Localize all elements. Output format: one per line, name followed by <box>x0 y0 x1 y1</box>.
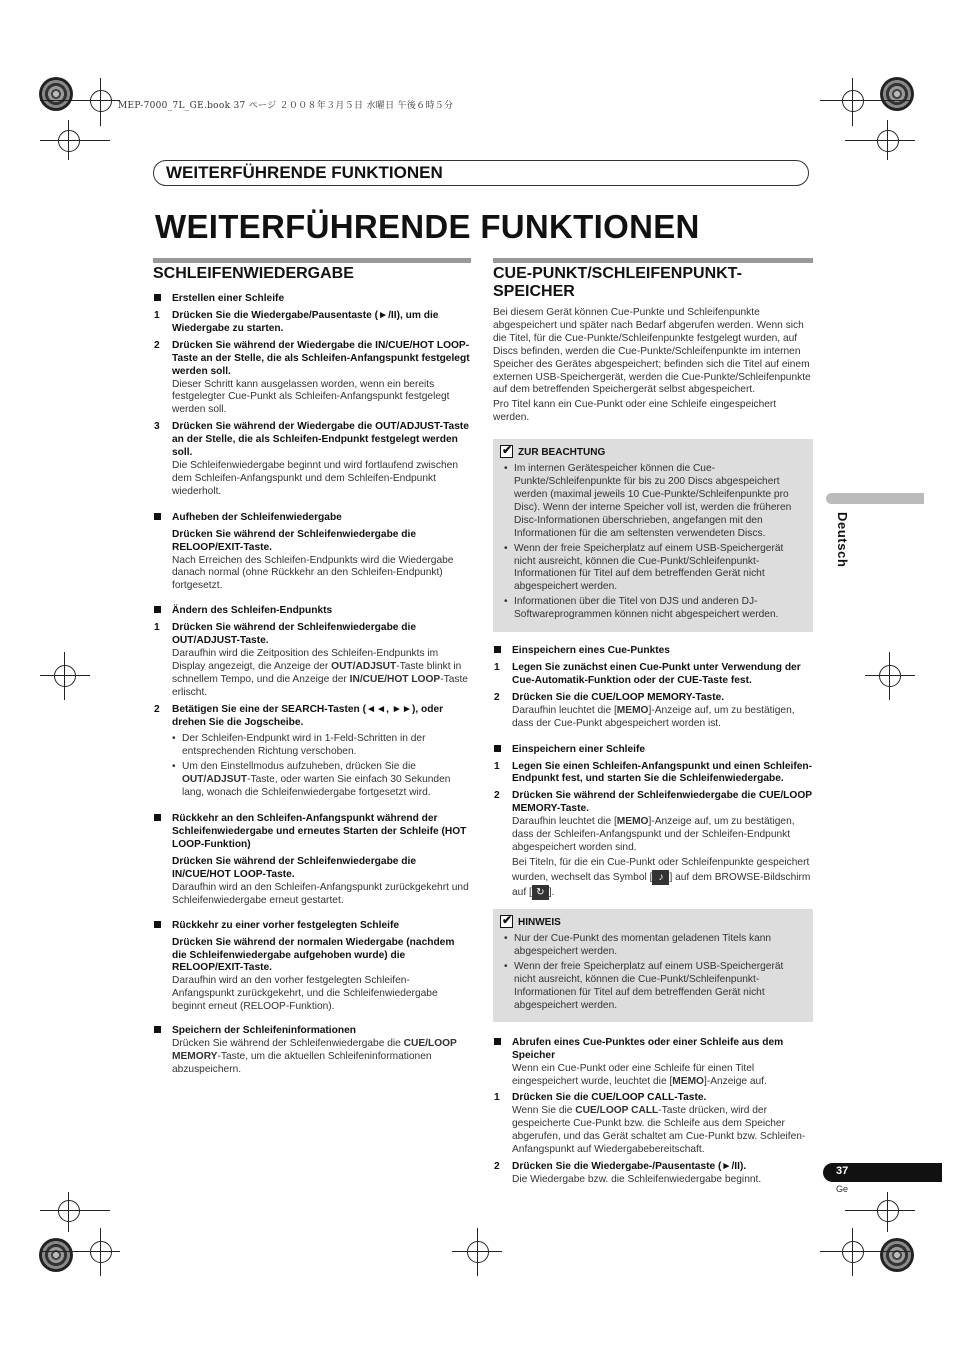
subheading-erstellen: Erstellen einer Schleife <box>153 292 471 305</box>
check-icon <box>500 915 513 928</box>
step-item: 2 Drücken Sie während der Wiedergabe die IN/CUE/HOT LOOP-Taste an der Stelle, die als Schleifen-Anfangspunkt festgelegt werden soll. Dieser Schritt kann ausgelassen worden, wenn ein bereits festgelegter Cue-Punkt als Schleifen-Anfangspunkt festgelegt werden soll. <box>154 339 470 416</box>
print-info-line: MEP-7000_7L_GE.book 37 ページ ２００８年３月５日 水曜日 午後６時５分 <box>118 101 454 111</box>
note-title: HINWEIS <box>518 917 561 928</box>
note-bullet: • Nur der Cue-Punkt des momentan geladenen Titels kann abgespeichert werden. <box>506 933 805 959</box>
bullet-item: • Der Schleifen-Endpunkt wird in 1-Feld-Schritten in der entsprechenden Richtung verschoben. <box>153 733 471 759</box>
note-box-hinweis <box>493 909 813 1022</box>
subheading-einspeichern-schleife: Einspeichern einer Schleife <box>493 743 813 756</box>
bullet-item: • Um den Einstellmodus aufzuheben, drücken Sie die OUT/ADJSUT-Taste, oder warten Sie einfach 30 Sekunden lang, wonach die Schleifenwiedergabe fortgesetzt wird. <box>153 761 471 800</box>
note-bullet: • Informationen über die Titel von DJS und anderen DJ-Softwareprogrammen können nicht abgespeichert werden. <box>506 596 805 622</box>
section-header-label: WEITERFÜHRENDE FUNKTIONEN <box>166 163 443 182</box>
subheading-reloop: Rückkehr zu einer vorher festgelegten Schleife <box>153 919 471 932</box>
cue-memory-icon: ↻ <box>532 885 549 900</box>
left-column <box>153 258 471 1077</box>
step-item: 1 Legen Sie zunächst einen Cue-Punkt unter Verwendung der Cue-Automatik-Funktion oder der CUE-Taste fest. <box>494 662 801 686</box>
note-bullet: • Wenn der freie Speicherplatz auf einem USB-Speichergerät nicht ausreicht, können die Cue-Punkt/Schleifenpunkt-Informationen für Titel auf dem betreffenden Gerät nicht abgespeichert werden. <box>506 543 805 595</box>
step-item: Drücken Sie während der Schleifenwiedergabe die IN/CUE/HOT LOOP-Taste. Daraufhin wird an den Schleifen-Anfangspunkt zurückgekehrt und Schleifenwiedergabe erneut gestartet. <box>172 856 469 906</box>
language-code: Ge <box>836 1184 849 1194</box>
step-item: 2 Betätigen Sie eine der SEARCH-Tasten (◄◄, ►►), oder drehen Sie die Jogscheibe. <box>154 703 444 728</box>
note-box-zur-beachtung <box>493 439 813 632</box>
subheading-speichern: Speichern der Schleifeninformationen <box>153 1024 471 1037</box>
step-item: Drücken Sie während der Schleifenwiedergabe die RELOOP/EXIT-Taste. Nach Erreichen des Schleifen-Endpunkts wird die Wiedergabe danach normal (ohne Rückkehr an den Schleifen-Endpunkt) fortgesetzt. <box>172 528 454 592</box>
subheading-hot-loop: Rückkehr an den Schleifen-Anfangspunkt während der Schleifenwiedergabe und erneutes Starten der Schleife (HOT LOOP-Funktion) <box>153 812 471 851</box>
step-item: 1 Drücken Sie die CUE/LOOP CALL-Taste. Wenn Sie die CUE/LOOP CALL-Taste drücken, wird der gespeicherte Cue-Punkt bzw. die Schleife aus dem Speicher abgerufen, und das Gerät schaltet am Cue-Punkt bzw. Schleifen-Anfangspunkt auf Wiedergabebereitschaft. <box>494 1092 806 1155</box>
step-item: Drücken Sie während der normalen Wiedergabe (nachdem die Schleifenwiedergabe aufgehoben wurde) die RELOOP/EXIT-Taste. Daraufhin wird an den vorher festgelegten Schleifen-Anfangspunkt zurückgekehrt, und die Schleifenwiedergabe beginnt erneut (RELOOP-Funktion). <box>172 936 455 1013</box>
page-title: WEITERFÜHRENDE FUNKTIONEN <box>155 208 700 245</box>
step-item: 2 Drücken Sie die Wiedergabe-/Pausentaste (►/II). Die Wiedergabe bzw. die Schleifenwiedergabe beginnt. <box>494 1160 762 1185</box>
music-note-icon: ♪ <box>652 870 669 885</box>
language-tab-bar <box>826 493 924 504</box>
subheading-aufheben: Aufheben der Schleifenwiedergabe <box>153 511 471 524</box>
step-item: 2 Drücken Sie die CUE/LOOP MEMORY-Taste. Daraufhin leuchtet die [MEMO]-Anzeige auf, um zu bestätigen, dass der Cue-Punkt abgespeichert worden ist. <box>494 691 795 729</box>
subheading-einspeichern-cue: Einspeichern eines Cue-Punktes <box>493 644 813 657</box>
step-item: 1 Drücken Sie während der Schleifenwiedergabe die OUT/ADJUST-Taste. Daraufhin wird die Zeitposition des Schleifen-Endpunkts im Display angezeigt, die Anzeige der OUT/ADJSUT-Taste blinkt in schnellem Tempo, und die Anzeige der IN/CUE/HOT LOOP-Taste erlischt. <box>154 622 468 698</box>
paragraph: Wenn ein Cue-Punkt oder eine Schleife für einen Titel eingespeichert wurde, leuchtet die [MEMO]-Anzeige auf. <box>512 1063 767 1088</box>
paragraph: Drücken Sie während der Schleifenwiedergabe die CUE/LOOP MEMORY-Taste, um die aktuellen Schleifeninformationen abzuspeichern. <box>172 1038 457 1075</box>
page-number-badge <box>823 1163 942 1182</box>
step-item: 1 Legen Sie einen Schleifen-Anfangspunkt und einen Schleifen-Endpunkt fest, und starten Sie die Schleifenwiedergabe. <box>494 760 813 785</box>
intro-paragraph-2: Pro Titel kann ein Cue-Punkt oder eine Schleife eingespeichert werden. <box>493 399 777 424</box>
note-title: ZUR BEACHTUNG <box>518 447 606 459</box>
step-item: 1 Drücken Sie die Wiedergabe/Pausentaste (►/II), um die Wiedergabe zu starten. <box>154 310 439 334</box>
language-tab-label: Deutsch <box>835 512 850 568</box>
heading-cue-speicher: CUE-PUNKT/SCHLEIFENPUNKT-SPEICHER <box>493 258 813 301</box>
step-item: 3 Drücken Sie während der Wiedergabe die OUT/ADJUST-Taste an der Stelle, die als Schleifen-Endpunkt festgelegt werden soll. Die Schleifenwiedergabe beginnt und wird fortlaufend zwischen dem Schleifen-Anfangspunkt und dem Schleifen-Endpunkt wiederholt. <box>154 421 469 497</box>
note-bullet: • Im internen Gerätespeicher können die Cue-Punkte/Schleifenpunkte für bis zu 200 Discs abgespeichert werden (maximal jeweils 10 Cue-Punkte/Schleifenpunkte pro Disc). Wenn der interne Speicher voll ist, werden die früheren Disc-Informationen überschrieben, angefangen mit den Informationen für die am seltensten verwendeten Discs. <box>506 463 805 540</box>
section-header <box>153 160 809 186</box>
intro-paragraph: Bei diesem Gerät können Cue-Punkte und Schleifenpunkte abgespeichert und später nach Bedarf abgerufen werden. Wenn sich die Titel, für die Cue-Punkte/Schleifenpunkte festgelegt wurden, auf Discs befinden, werden die Cue-Punkte/Schleifenpunkte im internen Speicher des Gerätes abgespeichert; befinden sich die Titel auf einem externen USB-Speichergerät, werden die Cue-Punkte/Schleifenpunkte auf dem betreffenden Speichergerät selbst abgespeichert. <box>493 307 811 396</box>
note-bullet: • Wenn der freie Speicherplatz auf einem USB-Speichergerät nicht ausreicht, können die Cue-Punkt/Schleifenpunkt-Informationen für Titel auf dem betreffenden Gerät nicht abgespeichert werden. <box>506 961 805 1013</box>
heading-schleifenwiedergabe: SCHLEIFENWIEDERGABE <box>153 258 471 283</box>
right-column <box>493 258 813 1191</box>
page-number: 37 <box>836 1165 849 1177</box>
subheading-aendern: Ändern des Schleifen-Endpunkts <box>153 604 471 617</box>
subheading-abrufen: Abrufen eines Cue-Punktes oder einer Schleife aus dem Speicher <box>493 1036 813 1062</box>
check-icon <box>500 445 513 458</box>
step-item: 2 Drücken Sie während der Schleifenwiedergabe die CUE/LOOP MEMORY-Taste. Daraufhin leuchtet die [MEMO]-Anzeige auf, um zu bestätigen, dass der Schleifen-Anfangspunkt und der Schleifen-Endpunkt abgespeichert worden sind. Bei Titeln, für die ein Cue-Punkt oder Schleifenpunkte gespeichert wurden, wechselt das Symbol [ ♪ ] auf dem BROWSE-Bildschirm auf [ ↻ ]. <box>494 790 812 899</box>
